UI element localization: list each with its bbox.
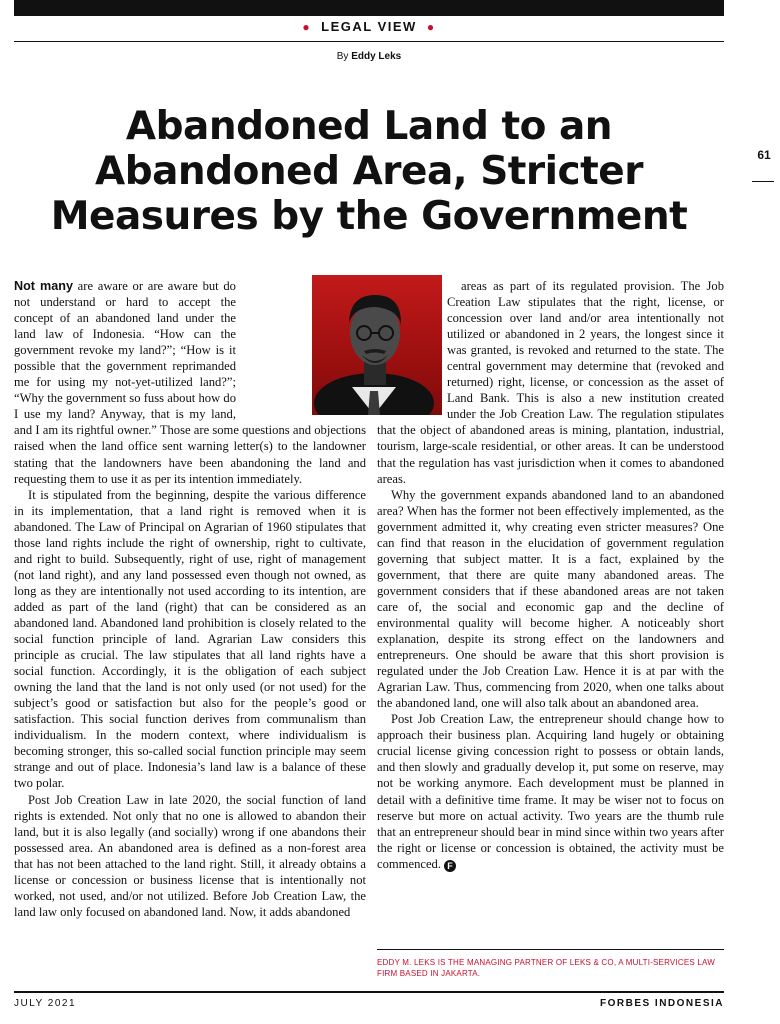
- bullet-dot-icon: ●: [302, 20, 312, 34]
- section-label: [14, 19, 724, 34]
- bullet-dot-icon: ●: [426, 20, 436, 34]
- paragraph-text: are aware or are aware but do not understand or hard to accept the concept of an abandoned land under the land law of Indonesia. “How can the government revoke my land?”; “How is it possible that the government reprimanded me for using my not-yet-utilized land?”; “Why the government so fuss about how do I use my land? Anyway, that is my land, and I am its rightful owner.” Those are some questions and objections raised when the land office sent warning letter(s) to the landowner stating that the landowners have been abandoning the land and requesting them to use it as per its intention immediately.: [14, 279, 366, 486]
- footer-date: JULY 2021: [14, 998, 77, 1009]
- article-paragraph: It is stipulated from the beginning, despite the various difference in its implementation, that a land right is removed when it is abandoned. The Law of Principal on Agrarian of 1960 stipulates that those land rights include the right of ownership, right to cultivate, and right to build. Subsequently, right of use, right of management (not land right), and any land possessed even though not owned, as long as they are intentionally not used according to its intention, are added as part of the land (right) that can be considered as an abandoned land. Abandoned land prohibition is closely related to the social function principle of land. Agrarian Law considers this principle as crucial. The law stipulates that all land rights have a social function. Accordingly, it is the obligation of each subject owning the land that the land is not only used (or not used) for the subject’s good or satisfaction but also for the people’s good or satisfaction. This social function derives from communalism than individualism. In the modern context, where individualism is becoming stronger, this so-called social function principle may seem strange and out of place. Indonesia’s land law is a balance of these two polar.: [14, 487, 366, 791]
- top-black-bar: [14, 0, 724, 16]
- bio-divider: [377, 949, 724, 950]
- article-paragraph: Post Job Creation Law in late 2020, the social function of land rights is extended. Not only that no one is allowed to abandon their land, but it is also legally (and socially) wrong if one abandons their possessed area. An abandoned area is defined as a non-forest area that has not been attached to the land right. Still, it already obtains a license or concession or business license that is intentionally not worked, not used, and/or not utilized. Before Job Creation Law, the land law only focused on abandoned land. Now, it adds abandoned: [14, 792, 366, 919]
- paragraph-text: Post Job Creation Law, the entrepreneur should change how to approach their business plan. Acquiring land hugely or obtaining crucial license giving concession right to possess or obtain lands, and then slowly and gradually develop it, put some on reserve, may not be working anymore. Each development must be planned in detail with a definitive time frame. It may be wiser not to focus on reserve but more on actual activity. Two years are the thumb rule that an entrepreneur should bear in mind since within two years after the right or license or concession is obtained, the activity must be commenced.: [377, 712, 724, 871]
- article-column-right: [377, 278, 724, 872]
- forbes-end-mark-icon: F: [444, 860, 456, 872]
- portrait-text-wrap-space: [244, 275, 372, 409]
- article-paragraph: [377, 711, 724, 871]
- article-paragraph: Why the government expands abandoned land to an abandoned area? When has the former not been effectively implemented, as the government admitted it, why creating even stricter measures? One can find that reason in the elucidation of government regulation governing that subject matter. It is a fact, explained by the government, that there are quite many abandoned areas. The government considers that if these abandoned areas are not taken care of, the social and economic gap and the decline of environmental quality will become higher. A noticeably short explanation, despite its strong effect on the landowners and entrepreneurs. One should be aware that this short provision is regulated under the Job Creation Law. Hence it is at par with the Agrarian Law. Thus, commencing from 2020, when one talks about the abandoned land, one will also talk about an abandoned area.: [377, 487, 724, 711]
- author-bio: EDDY M. LEKS IS THE MANAGING PARTNER OF LEKS & CO, A MULTI-SERVICES LAW FIRM BASED IN JAKARTA.: [377, 958, 715, 978]
- byline-prefix: By: [336, 51, 349, 62]
- page-number-rule: [752, 181, 774, 182]
- article-column-left: [14, 278, 366, 920]
- portrait-text-wrap-space: [377, 275, 443, 421]
- footer-rule: [14, 991, 724, 993]
- footer-publication: FORBES INDONESIA: [599, 998, 724, 1009]
- page-number: 61: [757, 148, 771, 162]
- lead-in-bold: Not many: [14, 279, 73, 293]
- section-label-text: LEGAL VIEW: [321, 19, 417, 34]
- article-headline: Abandoned Land to an Abandoned Area, Stricter Measures by the Government: [50, 104, 688, 239]
- byline: [14, 51, 724, 62]
- article-paragraph: areas as part of its regulated provision. The Job Creation Law stipulates that the right, license, or concession over land and/or area intentionally not utilized or abandoned in 2 years, the longest since it was granted, is revoked and returned to the state. The central government may determine that (revoked and returned) right, license, or concession as the asset of Land Bank. This is also a new institution created under the Job Creation Law. The regulation stipulates that the object of abandoned areas is mining, plantation, industrial, tourism, large-scale residential, or other areas. It can be understood that the regulation has vast jurisdiction when it comes to abandoned areas.: [377, 279, 724, 486]
- byline-author: Eddy Leks: [351, 51, 402, 62]
- section-divider: [14, 41, 724, 42]
